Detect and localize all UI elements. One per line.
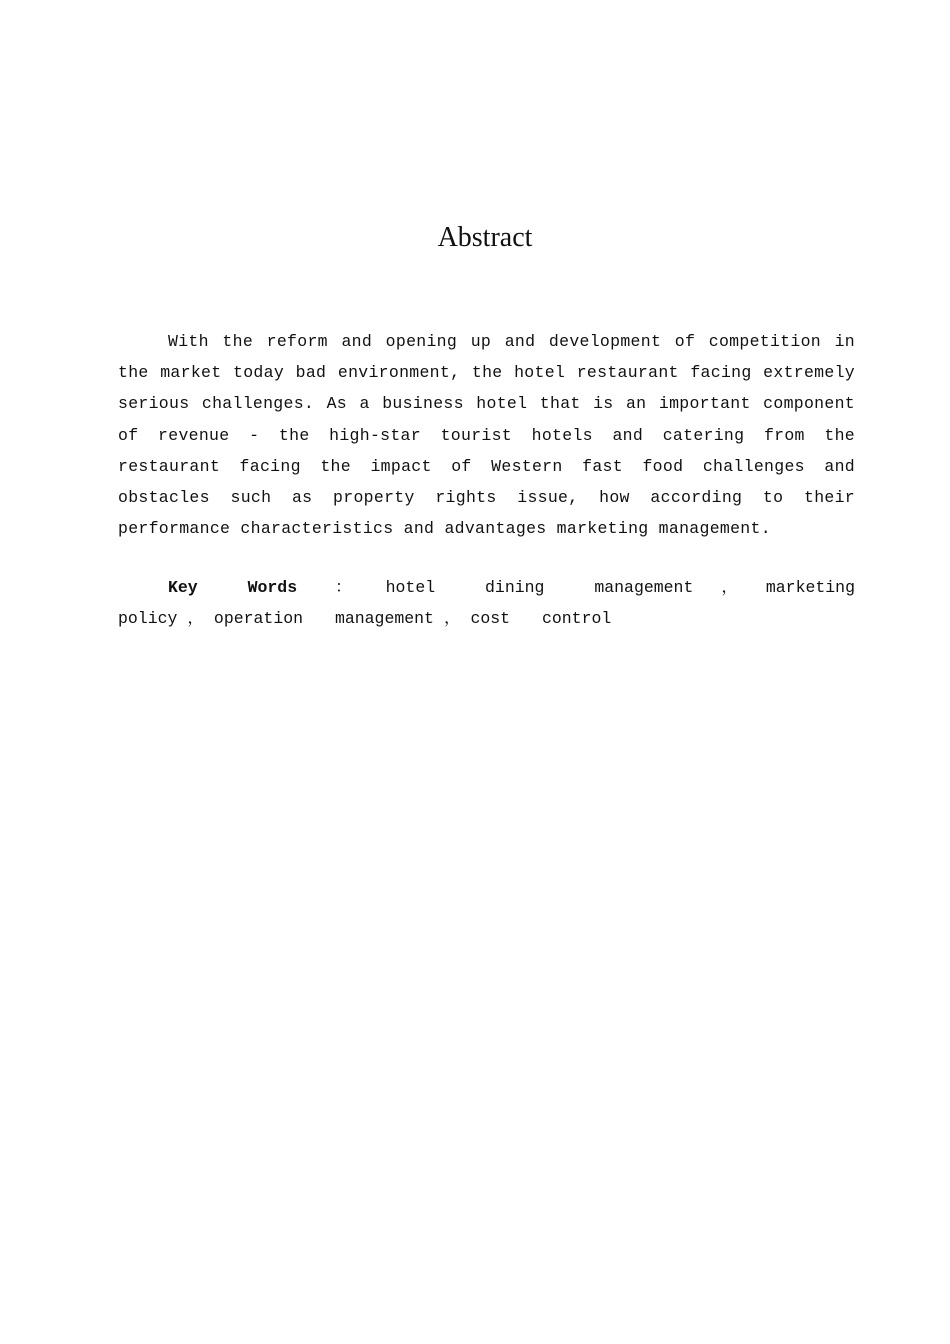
keywords-paragraph [118, 572, 855, 634]
keyword-separator: ， [443, 609, 461, 628]
keyword-item: hotel dining management [385, 578, 694, 597]
keywords-colon: ： [317, 578, 370, 597]
abstract-paragraph: With the reform and opening up and development of competition in the market today bad environment, the hotel restaurant facing extremely serious challenges. As a business hotel that is an important component of revenue - the high-star tourist hotels and catering from the restaurant facing the impact of Western fast food challenges and obstacles such as property rights issue, how according to their performance characteristics and advantages marketing management. [118, 332, 855, 539]
keyword-item: marketing policy [118, 578, 855, 628]
keyword-item: operation management [213, 609, 434, 628]
keywords-label: Key Words [168, 578, 298, 597]
keyword-separator: ， [703, 578, 756, 597]
keyword-item: cost control [470, 609, 612, 628]
page-title: Abstract [437, 222, 533, 253]
keyword-separator: ， [187, 609, 204, 628]
